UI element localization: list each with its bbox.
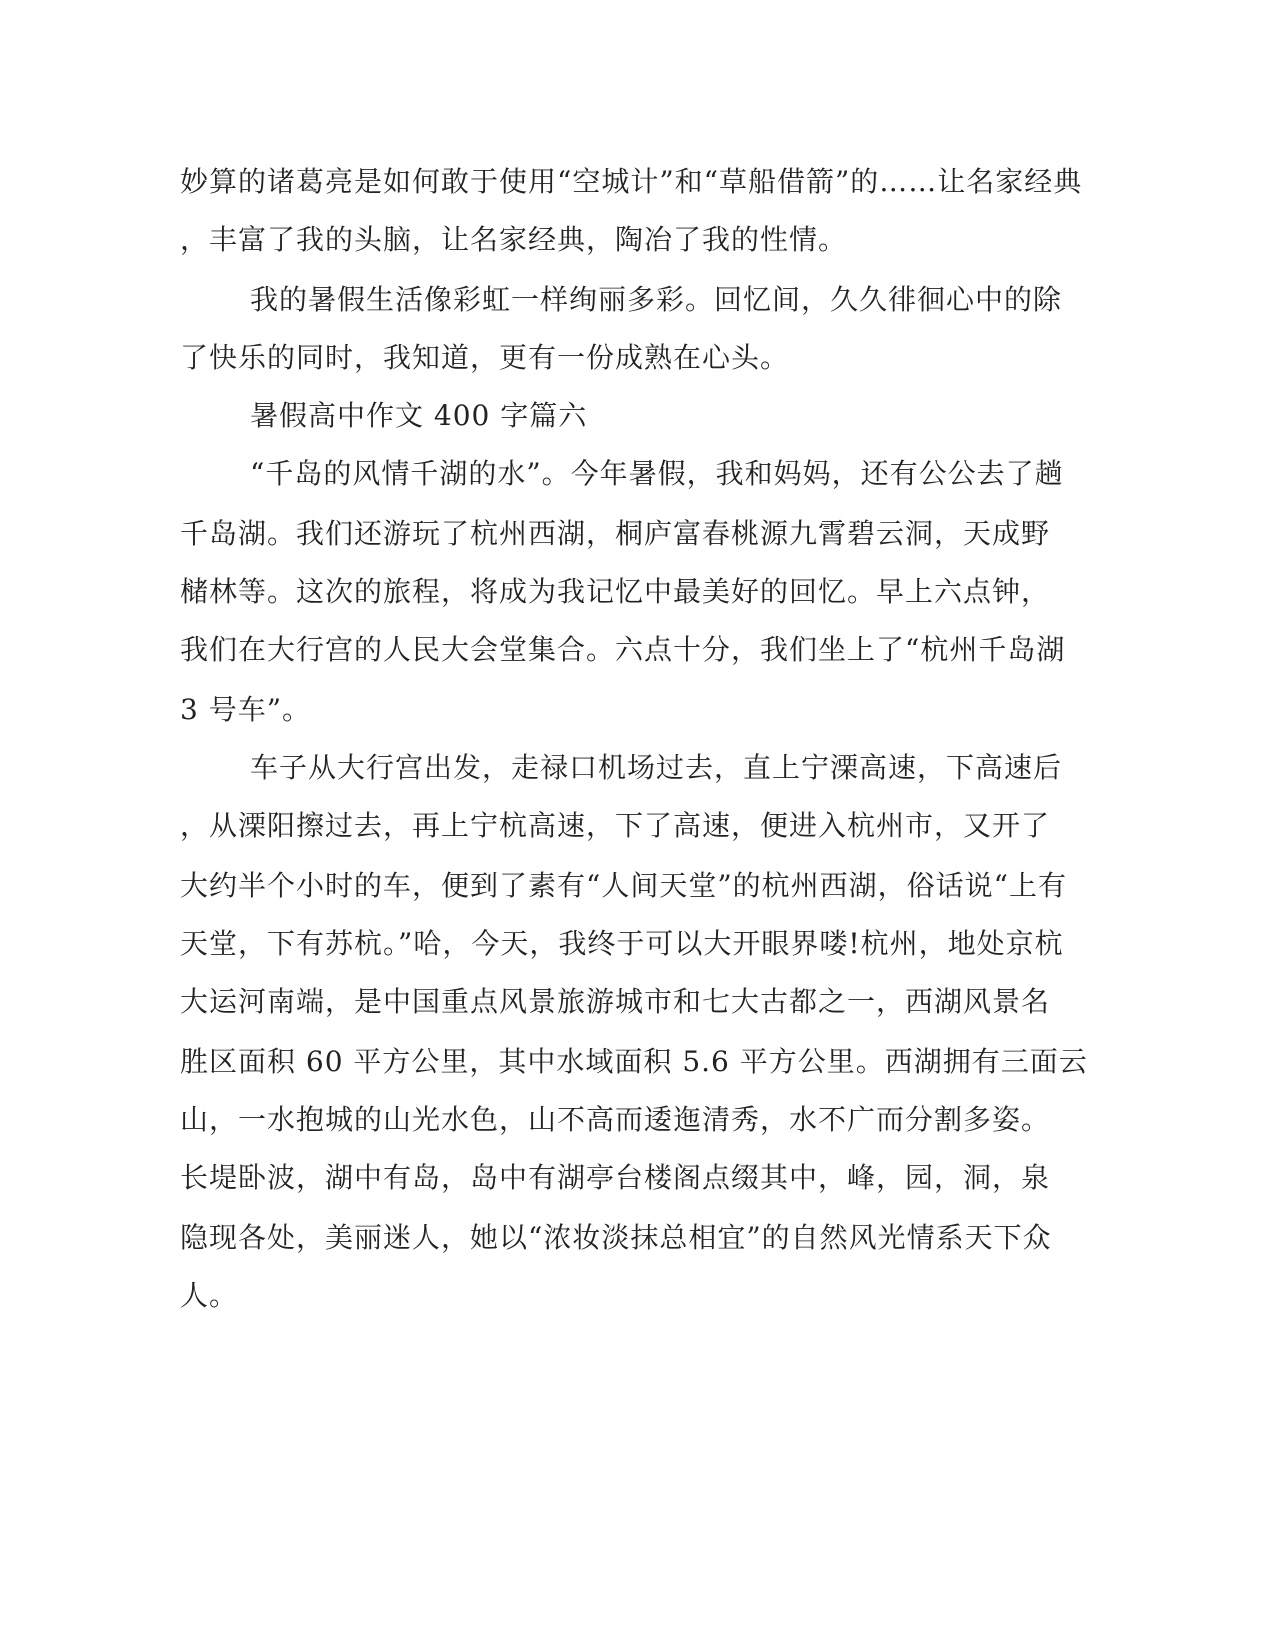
text-line: “千岛的风情千湖的水”。今年暑假，我和妈妈，还有公公去了趟 xyxy=(250,457,1064,490)
text-line: 我的暑假生活像彩虹一样绚丽多彩。回忆间，久久徘徊心中的除 xyxy=(250,283,1063,316)
text-line: 我们在大行宫的人民大会堂集合。六点十分，我们坐上了“杭州千岛湖 xyxy=(180,633,1066,666)
text-line: 大约半个小时的车，便到了素有“人间天堂”的杭州西湖，俗话说“上有 xyxy=(180,869,1067,902)
text-line: ，从溧阳擦过去，再上宁杭高速，下了高速，便进入杭州市，又开了 xyxy=(180,809,1051,842)
text-line: 大运河南端，是中国重点风景旅游城市和七大古都之一，西湖风景名 xyxy=(180,985,1051,1018)
text-line: 天堂，下有苏杭。”哈，今天，我终于可以大开眼界喽!杭州，地处京杭 xyxy=(180,927,1064,960)
text-line: 胜区面积 60 平方公里，其中水域面积 5.6 平方公里。西湖拥有三面云 xyxy=(180,1045,1088,1078)
text-line: 山，一水抱城的山光水色，山不高而逶迤清秀，水不广而分割多姿。 xyxy=(180,1103,1051,1136)
text-line: 隐现各处，美丽迷人，她以“浓妆淡抹总相宜”的自然风光情系天下众 xyxy=(180,1221,1052,1254)
text-line: 了快乐的同时，我知道，更有一份成熟在心头。 xyxy=(180,341,790,374)
text-line: 千岛湖。我们还游玩了杭州西湖，桐庐富春桃源九霄碧云洞，天成野 xyxy=(180,517,1051,550)
section-heading: 暑假高中作文 400 字篇六 xyxy=(250,399,588,432)
text-line: 妙算的诸葛亮是如何敢于使用“空城计”和“草船借箭”的……让名家经典 xyxy=(180,165,1083,198)
text-line: 长堤卧波，湖中有岛，岛中有湖亭台楼阁点缀其中，峰，园，洞，泉 xyxy=(180,1161,1051,1194)
text-line: 车子从大行宫出发，走禄口机场过去，直上宁溧高速，下高速后 xyxy=(250,751,1063,784)
text-line: 3 号车”。 xyxy=(180,693,312,726)
text-line: 人。 xyxy=(180,1279,239,1312)
text-line: 槠林等。这次的旅程，将成为我记忆中最美好的回忆。早上六点钟， xyxy=(180,575,1051,608)
text-line: ，丰富了我的头脑，让名家经典，陶冶了我的性情。 xyxy=(180,223,848,256)
